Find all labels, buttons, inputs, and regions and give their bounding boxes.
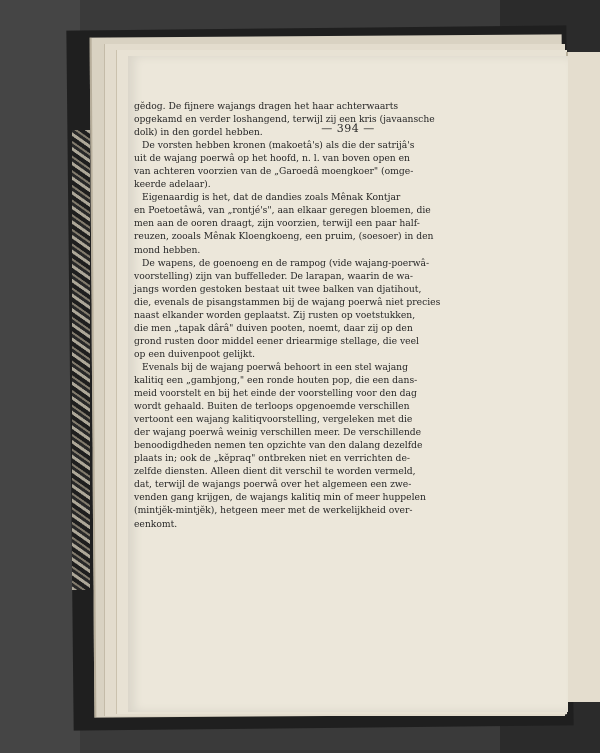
text-line: der wajang poerwâ weinig verschillen meer. De verschillende [134,427,422,439]
text-line: gĕdog. De fijnere wajangs dragen het haar achterwaarts [134,101,399,112]
facing-page-edge [566,52,600,702]
text-line: reuzen, zooals Mênak Kloengkoeng, een pruim, (soesoer) in den [134,231,434,243]
text-line: van achteren voorzien van de „Garoedâ moengkoer" (omge- [134,166,414,178]
text-line: Evenals bij de wajang poerwâ behoort in een stel wajang [142,361,408,373]
text-line: plaats in; ook de „kĕpraq" ontbreken niet en verrichten de- [134,453,410,465]
text-line: keerde adelaar). [134,179,211,191]
text-line: (mintjĕk-mintjĕk), hetgeen meer met de werkelijkheid over- [134,505,413,517]
text-line: die, evenals de pisangstammen bij de wajang poerwâ niet precies [134,296,441,308]
text-line: Eigenaardig is het, dat de dandies zoals Mênak Kontjar [142,192,401,204]
text-line: voorstelling) zijn van buffelleder. De larapan, waarin de wa- [134,270,413,282]
text-line: naast elkander worden geplaatst. Zij rusten op voetstukken, [134,309,416,321]
text-line: jangs worden gestoken bestaat uit twee balken van djatihout, [134,283,422,295]
text-line: eenkomt. [134,518,178,530]
text-line: meid voorstelt en bij het einde der voorstelling voor den dag [134,388,417,400]
text-line: op een duivenpoot gelijkt. [134,348,256,360]
text-line: vertoont een wajang kalitiqvoorstelling, vergeleken met die [134,414,413,426]
text-line: venden gang krijgen, de wajangs kalitiq min of meer huppelen [134,492,426,504]
text-line: grond rusten door middel eener driearmige stellage, die veel [134,335,419,347]
text-line: De vorsten hebben kronen (makoetâ's) als die der satrijâ's [142,140,415,152]
page-number: — 394 — [321,122,375,135]
text-line: men aan de ooren draagt, zijn voorzien, terwijl een paar half- [134,218,420,230]
text-line: De wapens, de goenoeng en de rampog (vide wajang-poerwâ- [142,257,430,269]
text-line: dolk) in den gordel hebben. [134,127,263,139]
text-line: kalitiq een „gambjong," een ronde houten pop, die een dans- [134,374,418,386]
text-line: benoodigdheden nemen ten opzichte van den dalang dezelfde [134,440,423,452]
body-text [134,100,441,531]
text-line: zelfde diensten. Alleen dient dit verschil te worden vermeld, [134,466,416,478]
text-line: wordt gehaald. Buiten de terloops opgenoemde verschillen [134,401,410,413]
text-line: mond hebben. [134,244,201,256]
text-line: uit de wajang poerwâ op het hoofd, n. l. van boven open en [134,153,410,165]
text-line: dat, terwijl de wajangs poerwâ over het algemeen een zwe- [134,479,412,491]
text-line: die men „tapak dârâ" duiven pooten, noemt, daar zij op den [134,322,413,334]
text-line: opgekamd en verder loshangend, terwijl zij een kris (javaansche [134,114,435,126]
text-line: en Poetoetâwâ, van „rontjé's", aan elkaar geregen bloemen, die [134,205,431,217]
marbled-edge [72,130,90,590]
